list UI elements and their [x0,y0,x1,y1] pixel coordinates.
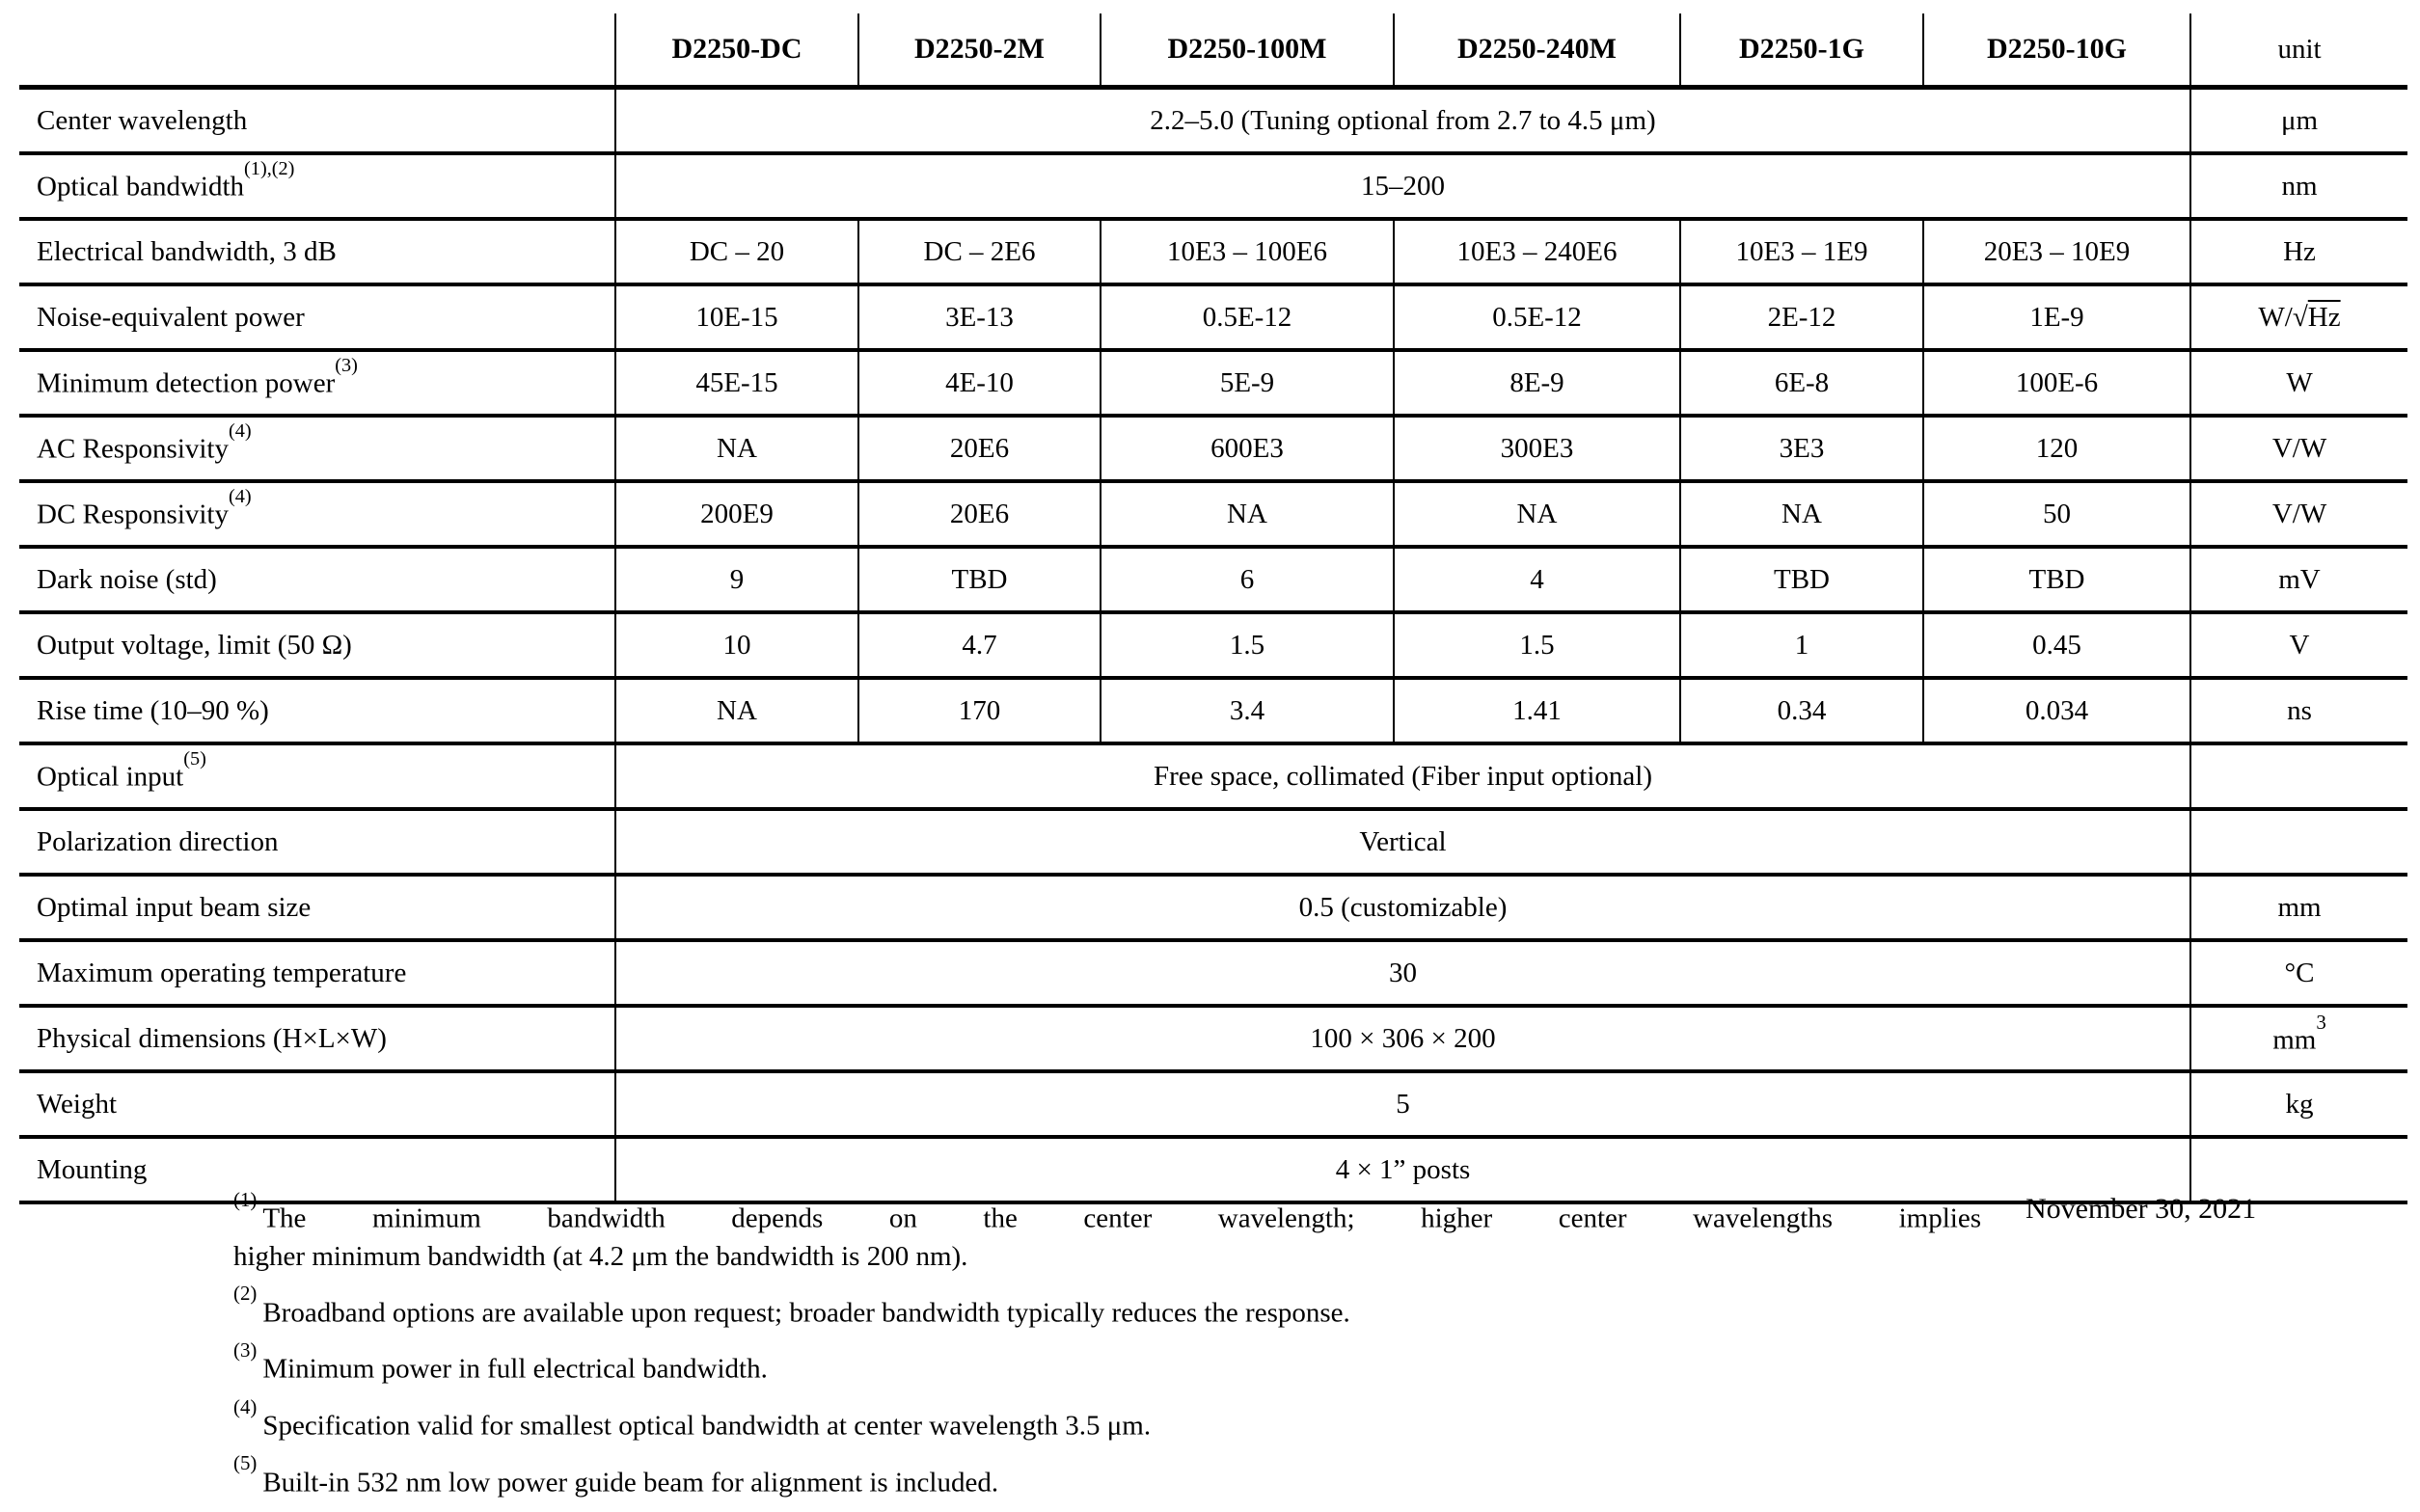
table-row [19,612,2407,678]
spec-table-body [19,88,2407,1203]
table-row [19,743,2407,809]
footnote-marker: (1),(2) [244,158,295,180]
footnote-marker: (2) [233,1282,258,1306]
value-cell: 1.41 [1394,678,1680,743]
value-cell: DC – 2E6 [858,219,1101,284]
value-cell: 200E9 [615,481,858,547]
merged-value-cell: 5 [615,1071,2190,1137]
value-cell: 3E-13 [858,284,1101,350]
value-cell: 3.4 [1101,678,1394,743]
value-cell: 5E-9 [1101,350,1394,416]
value-cell: TBD [1923,547,2190,612]
row-label: AC Responsivity$^{(4)}$ [19,416,615,481]
value-cell: 10E3 – 240E6 [1394,219,1680,284]
row-label: Electrical bandwidth, 3 dB [19,219,615,284]
row-label: Noise-equivalent power [19,284,615,350]
value-cell: 20E6 [858,481,1101,547]
footnote-marker: (3) [335,355,358,377]
value-cell: 120 [1923,416,2190,481]
value-cell: 45E-15 [615,350,858,416]
value-cell: 10E-15 [615,284,858,350]
table-row [19,481,2407,547]
value-cell: 6E-8 [1680,350,1923,416]
value-cell: 50 [1923,481,2190,547]
unit-cell [2190,809,2407,875]
merged-value-cell: 4 × 1” posts [615,1137,2190,1202]
value-cell: 100E-6 [1923,350,2190,416]
row-label: Weight [19,1071,615,1137]
column-header: D2250-2M [858,14,1101,88]
table-row [19,809,2407,875]
merged-value-cell: 15–200 [615,153,2190,219]
value-cell: 20E3 – 10E9 [1923,219,2190,284]
unit-cell: mm [2190,875,2407,940]
table-row [19,547,2407,612]
footnote-line: higher minimum bandwidth (at 4.2 μm the bandwidth is 200 nm). [233,1240,968,1272]
unit-cell: W/√Hz [2190,284,2407,350]
row-label: Optical bandwidth$^{(1),(2)}$ [19,153,615,219]
value-cell: NA [1394,481,1680,547]
unit-cell [2190,743,2407,809]
value-cell: 0.5E-12 [1394,284,1680,350]
footnote-marker: (3) [233,1337,258,1362]
footnote-marker: (5) [183,748,206,770]
unit-cell: °C [2190,940,2407,1006]
unit-cell: μm [2190,88,2407,154]
sqrt-overline: Hz [2307,301,2341,333]
row-label: Center wavelength [19,88,615,154]
row-label: Physical dimensions (H×L×W) [19,1006,615,1071]
value-cell: 9 [615,547,858,612]
merged-value-cell: Free space, collimated (Fiber input optional) [615,743,2190,809]
value-cell: NA [1101,481,1394,547]
column-header: D2250-100M [1101,14,1394,88]
value-cell: 4E-10 [858,350,1101,416]
column-header: D2250-240M [1394,14,1680,88]
value-cell: 4.7 [858,612,1101,678]
value-cell: 0.45 [1923,612,2190,678]
value-cell: 8E-9 [1394,350,1680,416]
footnote-marker: (5) [233,1451,258,1475]
table-row [19,219,2407,284]
footnotes [233,1187,1981,1512]
merged-value-cell: 100 × 306 × 200 [615,1006,2190,1071]
row-label: Optimal input beam size [19,875,615,940]
row-label: Output voltage, limit (50 Ω) [19,612,615,678]
unit-cell: V [2190,612,2407,678]
merged-value-cell: 2.2–5.0 (Tuning optional from 2.7 to 4.5 μm) [615,88,2190,154]
unit-cell: nm [2190,153,2407,219]
row-label: DC Responsivity$^{(4)}$ [19,481,615,547]
unit-cell: kg [2190,1071,2407,1137]
value-cell: 600E3 [1101,416,1394,481]
value-cell: 0.34 [1680,678,1923,743]
footnote-marker: (4) [233,1394,258,1418]
unit-cell: ns [2190,678,2407,743]
unit-cell: Hz [2190,219,2407,284]
value-cell: 300E3 [1394,416,1680,481]
value-cell: 6 [1101,547,1394,612]
footnote [233,1451,1981,1502]
table-row [19,284,2407,350]
row-label: Rise time (10–90 %) [19,678,615,743]
row-label: Optical input$^{(5)}$ [19,743,615,809]
row-label: Dark noise (std) [19,547,615,612]
value-cell: 0.034 [1923,678,2190,743]
footnote-line: $^{(3)}$Minimum power in full electrical bandwidth. [233,1337,768,1385]
value-cell: 10E3 – 1E9 [1680,219,1923,284]
value-cell: 1.5 [1101,612,1394,678]
value-cell: 1E-9 [1923,284,2190,350]
corner-cell [19,14,615,88]
footnote-line: $^{(1)}$The minimum bandwidth depends on the center wavelength; higher center wavelengths implies [233,1187,1981,1234]
value-cell: 170 [858,678,1101,743]
footnote-line: $^{(5)}$Built-in 532 nm low power guide beam for alignment is included. [233,1451,999,1498]
table-row [19,416,2407,481]
value-cell: DC – 20 [615,219,858,284]
column-header: D2250-DC [615,14,858,88]
column-header: D2250-1G [1680,14,1923,88]
footnote-marker: (1) [233,1187,258,1211]
value-cell: 3E3 [1680,416,1923,481]
value-cell: TBD [1680,547,1923,612]
unit-cell: W [2190,350,2407,416]
unit-cell: V/W [2190,416,2407,481]
unit-column-header: unit [2190,14,2407,88]
value-cell: 20E6 [858,416,1101,481]
value-cell: TBD [858,547,1101,612]
row-label: Minimum detection power$^{(3)}$ [19,350,615,416]
merged-value-cell: 0.5 (customizable) [615,875,2190,940]
value-cell: NA [1680,481,1923,547]
footnote-line: $^{(2)}$Broadband options are available upon request; broader bandwidth typically reduces the response. [233,1282,1350,1329]
spec-table-header [19,14,2407,88]
value-cell: 1.5 [1394,612,1680,678]
unit-cell: mV [2190,547,2407,612]
table-row [19,88,2407,154]
value-cell: 2E-12 [1680,284,1923,350]
unit-cell: $mm^3$ [2190,1006,2407,1071]
footnote [233,1394,1981,1445]
value-cell: 10 [615,612,858,678]
revision-date: November 30, 2021 [2026,1193,2257,1225]
value-cell: 4 [1394,547,1680,612]
row-label: Polarization direction [19,809,615,875]
footnote-marker: (4) [229,420,252,443]
unit-cell: V/W [2190,481,2407,547]
table-row [19,940,2407,1006]
column-header: D2250-10G [1923,14,2190,88]
table-row [19,1071,2407,1137]
footnote [233,1282,1981,1333]
spec-table [19,14,2407,1204]
merged-value-cell: Vertical [615,809,2190,875]
table-row [19,1006,2407,1071]
value-cell: NA [615,678,858,743]
table-row [19,678,2407,743]
footnote [233,1187,1981,1276]
value-cell: 0.5E-12 [1101,284,1394,350]
row-label: Maximum operating temperature [19,940,615,1006]
row-label: Mounting [19,1137,615,1202]
table-row [19,350,2407,416]
value-cell: 1 [1680,612,1923,678]
footnote-marker: (4) [229,486,252,508]
footnote [233,1337,1981,1389]
merged-value-cell: 30 [615,940,2190,1006]
table-row [19,153,2407,219]
value-cell: 10E3 – 100E6 [1101,219,1394,284]
footnote-line: $^{(4)}$Specification valid for smallest optical bandwidth at center wavelength 3.5 μm. [233,1394,1152,1442]
value-cell: NA [615,416,858,481]
table-row [19,875,2407,940]
